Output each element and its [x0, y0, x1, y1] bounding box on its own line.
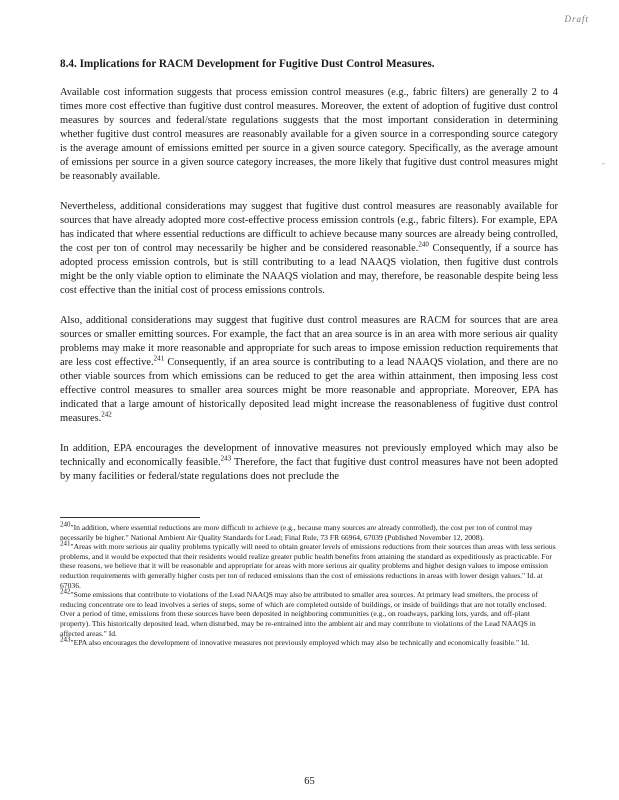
paragraph-4-text-a: In addition, EPA encourages the development of innovative measures not previously employed which may also be technically and economically feasible. [60, 443, 558, 468]
side-mark: - [602, 158, 605, 168]
paragraph-3-text-a: Also, additional considerations may suggest that fugitive dust control measures are RACM for sources that are area sources or smaller emitting sources. For example, the fact that an area source is in an area with more serious air quality problems may make it more reasonable and appropriate for such areas to impose emission reduction requirements that are less cost effective. [60, 315, 558, 368]
footnote-243 [60, 635, 558, 648]
footnote-text: "EPA also encourages the development of innovative measures not previously employed which may also be technically and economically feasible." Id. [70, 638, 530, 648]
paragraph-1 [60, 86, 558, 184]
footnote-242 [60, 587, 558, 638]
paragraph-4-text-b: Therefore, the fact that fugitive dust control measures have not been adopted by many facilities or federal/state regulations does not preclude the [60, 457, 558, 482]
footnote-241 [60, 539, 558, 590]
paragraph-3-text-b: Consequently, if an area source is contributing to a lead NAAQS violation, and there are no other viable sources from which emissions can be reduced to get the area within attainment, then imposing less cost effective control measures to smaller area sources might be more reasonable and appropriate. Moreover, EPA has indicated that a large amount of historically deposited lead might increase the reasonableness of fugitive dust control measures. [60, 357, 558, 424]
section-heading: 8.4. Implications for RACM Development for Fugitive Dust Control Measures. [60, 58, 435, 70]
footnote-number: 242 [60, 587, 71, 596]
paragraph-2-text-a: Nevertheless, additional considerations may suggest that fugitive dust control measures are reasonably available for sources that have already adopted more cost-effective process emission controls (e.g., fabric filters). For example, EPA has indicated that where essential reductions are difficult to achieve because many sources are already being controlled, the cost per ton of control may necessarily be higher and be considered reasonable. [60, 201, 558, 254]
paragraph-2-text-b: Consequently, if a source has adopted process emission controls, but is still contributing to a lead NAAQS violation, then fugitive dust controls might be the only viable option to eliminate the NAAQS violation and may, therefore, be reasonable despite being less cost effective than the initial cost of process emissions controls. [60, 243, 558, 296]
paragraph-1-text: Available cost information suggests that process emission control measures (e.g., fabric filters) are generally 2 to 4 times more cost effective than fugitive dust control measures. Moreover, the extent of adoption of fugitive dust control measures by sources and federal/state regulations suggests that the most important consideration in determining whether fugitive dust control measures are reasonably available for a given source in a corresponding source category is the average amount of emissions emitted per source in a given source category. Specifically, as the average amount of emissions per source in a given source category increases, the more likely that fugitive dust control measures might be reasonably available. [60, 87, 558, 182]
footnote-number: 243 [60, 635, 71, 644]
body-content [60, 58, 558, 500]
footnote-ref-240[interactable]: 240 [418, 240, 429, 249]
footnote-text: "In addition, where essential reductions are more difficult to achieve (e.g., because many sources are already controlled), the cost per ton of control may necessarily be higher." National Ambient Air Quality Standards for Lead; Final Rule, 73 FR 66964, 67039 (Published November 12, 2008). [60, 523, 533, 542]
footnote-240 [60, 520, 558, 542]
footnote-text: "Areas with more serious air quality problems typically will need to obtain greater levels of emissions reductions from their sources than areas with less serious problems, and it would be expected that their residents would realize greater public health benefits from attaining the standard as expeditiously as practicable. For these reasons, we believe that it will be reasonable and appropriate for areas with more serious air quality problems and higher design values to impose emission reduction requirements with generally higher costs per ton of reduced emissions than the cost of emissions reductions in areas with lower design values." Id. at 67036. [60, 542, 556, 590]
footnote-number: 241 [60, 539, 71, 548]
footnote-ref-241[interactable]: 241 [153, 354, 165, 363]
footnote-text: "Some emissions that contribute to violations of the Lead NAAQS may also be attributed to smaller area sources. At primary lead smelters, the process of reducing concentrate ore to lead involves a series of steps, some of which are completed outside of buildings, or inside of buildings that are not totally enclosed. Over a period of time, emissions from these sources have been deposited in neighboring communities (e.g., on roadways, parking lots, yards, and off-plant property). This historically deposited lead, when disturbed, may be re-entrained into the ambient air and may contribute to violations of the Lead NAAQS in affected areas." Id. [60, 590, 547, 638]
page-number: 65 [304, 776, 315, 787]
paragraph-4 [60, 442, 558, 484]
paragraph-3 [60, 314, 558, 426]
footnote-ref-243[interactable]: 243 [220, 454, 232, 463]
footnote-number: 240 [60, 520, 71, 529]
corner-mark: Draft [564, 14, 589, 24]
paragraph-2 [60, 200, 558, 298]
footnotes [60, 517, 558, 648]
footnote-ref-242[interactable]: 242 [101, 410, 112, 419]
footnote-divider [60, 517, 200, 518]
